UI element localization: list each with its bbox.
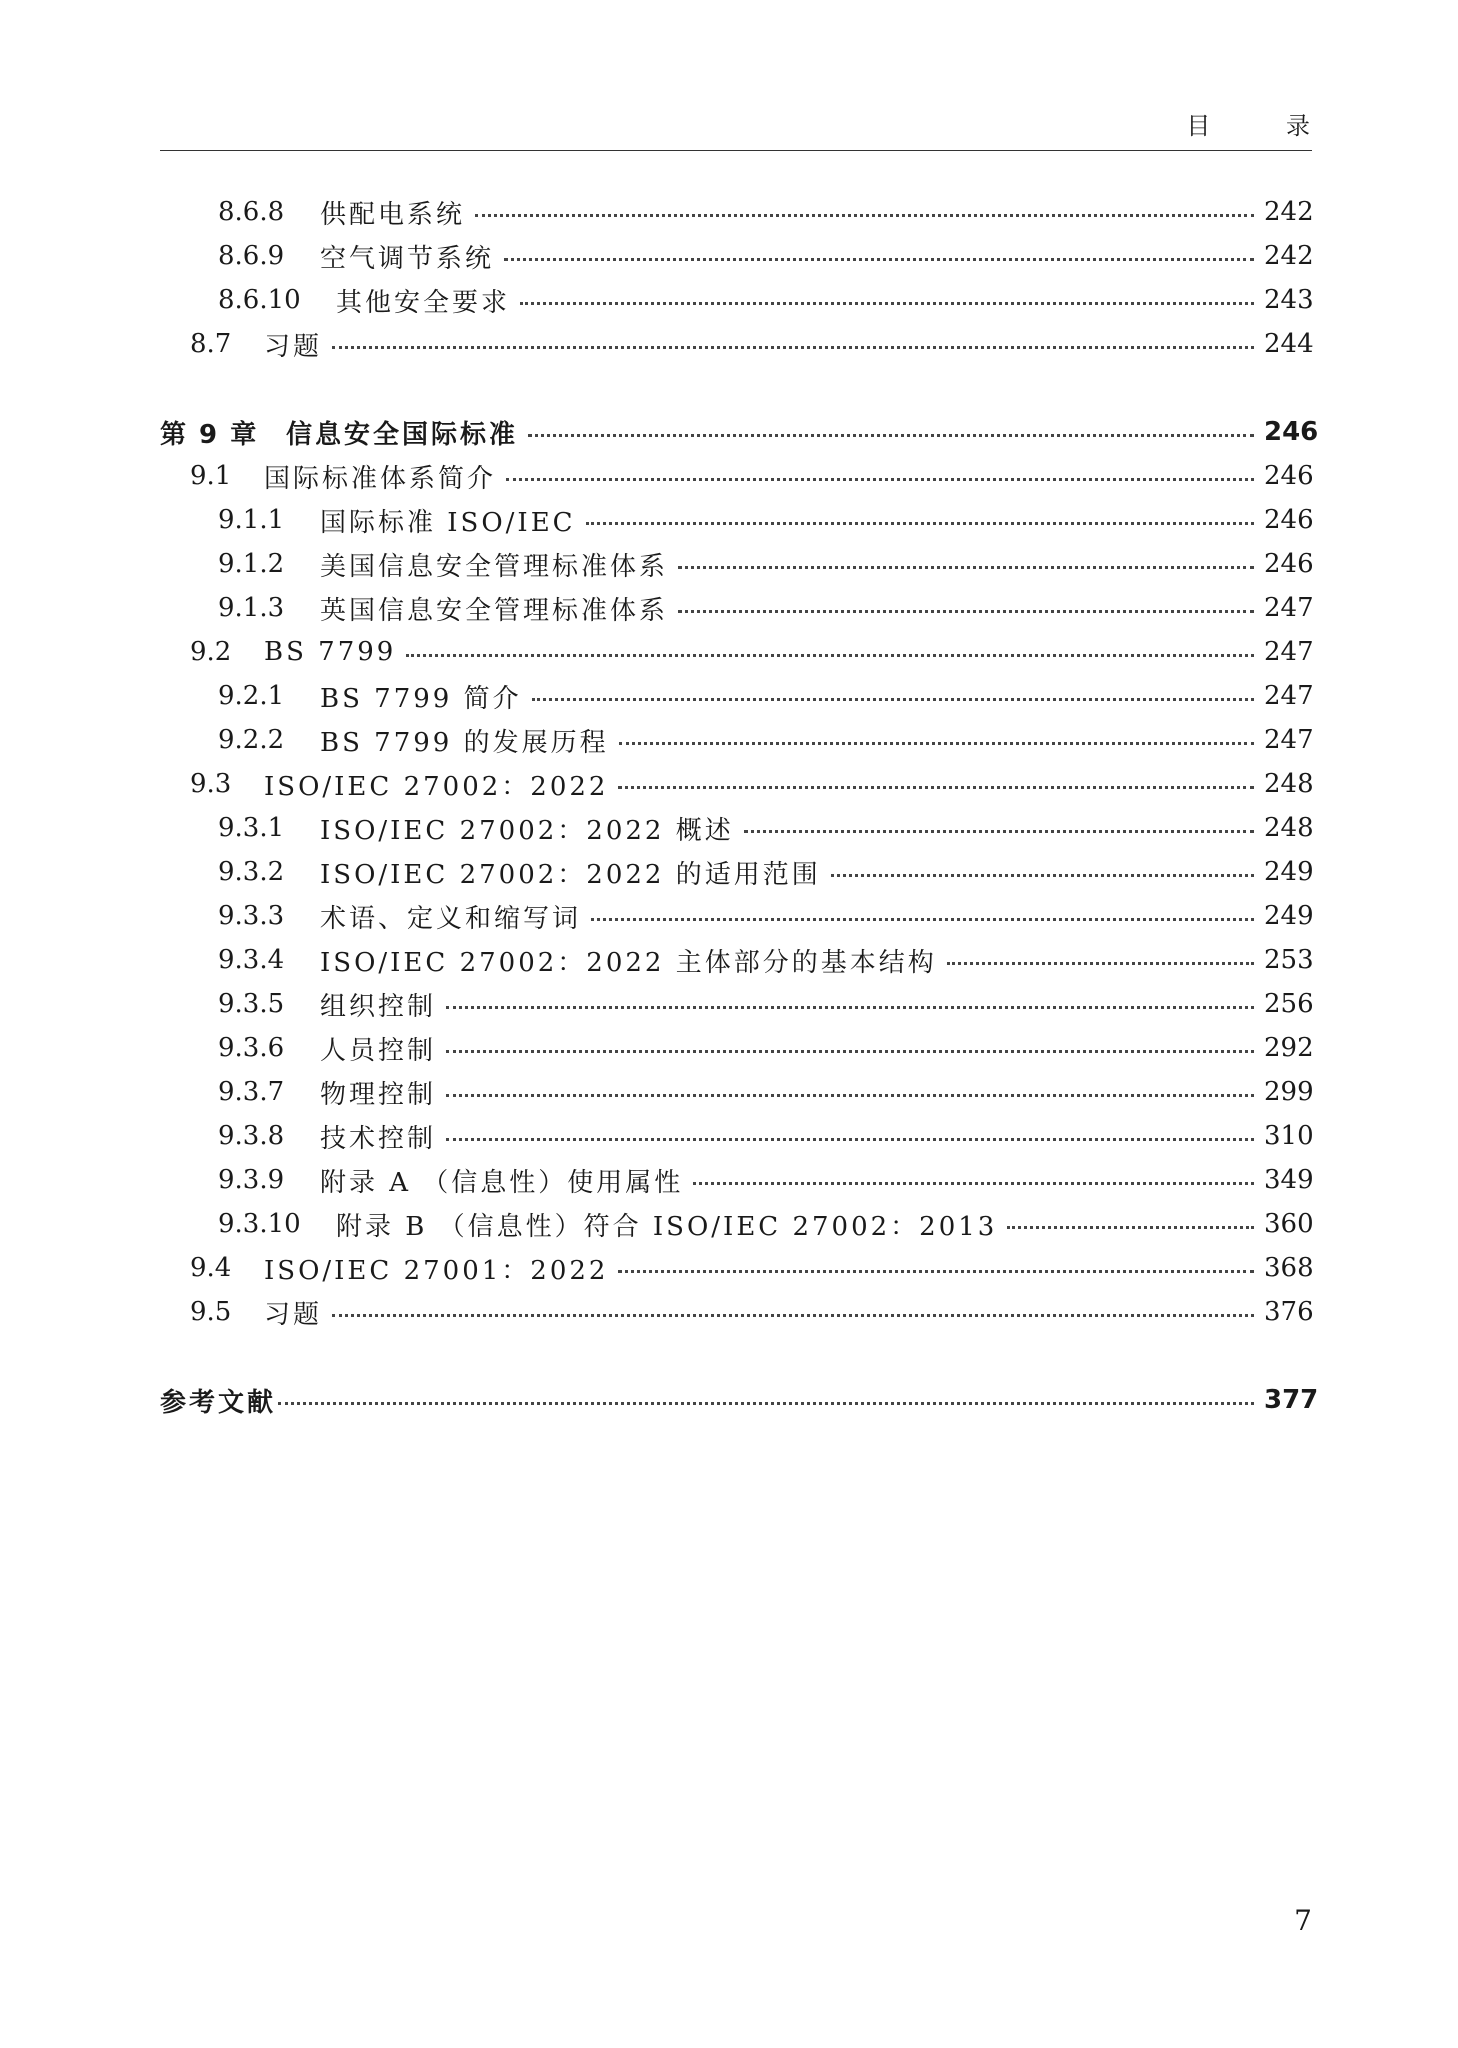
toc-entry-number: 9.2.1 [218,681,285,711]
toc-entry-9-5[interactable] [160,1290,1312,1334]
toc-entry-8-6-9[interactable] [160,234,1312,278]
toc-entry-label: 空气调节系统 [320,243,495,274]
toc-entry-number: 9.3.10 [218,1209,301,1239]
toc-entry-number: 9.2 [190,637,232,667]
toc-entry-label: 美国信息安全管理标准体系 [320,551,669,582]
toc-entry-label: 组织控制 [320,991,437,1022]
toc-entry-9-2-2[interactable] [160,718,1312,762]
toc-entry-number: 8.6.9 [218,241,285,271]
toc-entry-page: 244 [1264,329,1314,359]
toc-entry-page: 299 [1264,1077,1314,1107]
toc-entry-label: ISO/IEC 27002：2022 [264,771,609,802]
toc-entry-number: 9.3.2 [218,857,285,887]
toc-entry-label: 习题 [264,1299,323,1330]
dot-leader [591,918,1254,921]
toc-entry-8-6-10[interactable] [160,278,1312,322]
toc-entry-label: 国际标准体系简介 [264,463,497,494]
toc-entry-page: 243 [1264,285,1314,315]
toc-entry-number: 9.1.2 [218,549,285,579]
toc-entry-9-1-2[interactable] [160,542,1312,586]
dot-leader [520,302,1254,305]
dot-leader [678,566,1254,569]
toc-entry-label: BS 7799 简介 [320,683,522,714]
toc-entry-label: 供配电系统 [320,199,466,230]
toc-entry-page: 242 [1264,241,1314,271]
toc-entry-page: 248 [1264,769,1314,799]
dot-leader [831,874,1254,877]
toc-entry-label: 人员控制 [320,1035,437,1066]
toc-entry-label: ISO/IEC 27001：2022 [264,1255,609,1286]
toc-entry-label: 附录 B （信息性）符合 ISO/IEC 27002：2013 [336,1211,998,1242]
toc-entry-label: 其他安全要求 [336,287,511,318]
toc-entry-number: 9.3.5 [218,989,285,1019]
header-title: 目 录 [1186,112,1344,140]
toc-chapter-9[interactable] [160,410,1319,454]
toc-entry-9-3-1[interactable] [160,806,1312,850]
toc-entry-9-3-7[interactable] [160,1070,1312,1114]
toc-entry-number: 9.1 [190,461,232,491]
toc-entry-page: 248 [1264,813,1314,843]
toc-entry-number: 9.5 [190,1297,232,1327]
references-title: 参考文献 [160,1387,277,1418]
toc-entry-page: 246 [1264,549,1314,579]
toc-entry-page: 292 [1264,1033,1314,1063]
dot-leader [618,1270,1254,1273]
toc-entry-9-1-1[interactable] [160,498,1312,542]
toc-entry-page: 246 [1264,417,1319,447]
toc-entry-page: 249 [1264,901,1314,931]
toc-entry-page: 368 [1264,1253,1314,1283]
toc-entry-number: 9.3.9 [218,1165,285,1195]
toc-entry-number: 9.3.1 [218,813,285,843]
toc-entry-page: 246 [1264,461,1314,491]
toc-entry-8-7[interactable] [160,322,1312,366]
toc-entry-label: ISO/IEC 27002：2022 概述 [320,815,734,846]
toc-entry-label: 英国信息安全管理标准体系 [320,595,669,626]
dot-leader [586,522,1254,525]
toc-entry-number: 9.3.6 [218,1033,285,1063]
dot-leader [406,654,1254,657]
dot-leader [678,610,1254,613]
toc-entry-page: 242 [1264,197,1314,227]
toc-entry-9-3-4[interactable] [160,938,1312,982]
toc-entry-label: BS 7799 [264,637,397,667]
toc-entry-number: 9.1.1 [218,505,285,535]
toc-entry-9-3-2[interactable] [160,850,1312,894]
toc-entry-9-3-8[interactable] [160,1114,1312,1158]
toc-entry-9-3-10[interactable] [160,1202,1312,1246]
chapter-title: 信息安全国际标准 [286,419,519,450]
toc-entry-label: BS 7799 的发展历程 [320,727,609,758]
dot-leader [332,346,1254,349]
toc-entry-number: 9.1.3 [218,593,285,623]
toc-entry-page: 310 [1264,1121,1314,1151]
toc-entry-9-3-3[interactable] [160,894,1312,938]
toc-entry-9-3-6[interactable] [160,1026,1312,1070]
dot-leader [446,1006,1254,1009]
toc-entry-number: 9.4 [190,1253,232,1283]
toc-entry-number: 9.3.3 [218,901,285,931]
dot-leader [332,1314,1254,1317]
toc-entry-label: ISO/IEC 27002：2022 主体部分的基本结构 [320,947,937,978]
toc-entry-number: 9.3.4 [218,945,285,975]
toc-entry-page: 377 [1264,1385,1319,1415]
dot-leader [1007,1226,1254,1229]
toc-entry-page: 247 [1264,637,1314,667]
toc-entry-page: 246 [1264,505,1314,535]
toc-entry-9-1[interactable] [160,454,1312,498]
toc-entry-page: 349 [1264,1165,1314,1195]
toc-entry-number: 8.6.8 [218,197,285,227]
toc-entry-number: 9.3.7 [218,1077,285,1107]
toc-entry-label: 国际标准 ISO/IEC [320,507,576,538]
dot-leader [278,1402,1254,1405]
dot-leader [504,258,1254,261]
dot-leader [528,434,1254,437]
toc-entry-9-1-3[interactable] [160,586,1312,630]
dot-leader [446,1050,1254,1053]
dot-leader [744,830,1254,833]
toc-entry-9-2[interactable] [160,630,1312,674]
toc-entry-label: 物理控制 [320,1079,437,1110]
toc-entry-page: 249 [1264,857,1314,887]
toc-entry-9-4[interactable] [160,1246,1312,1290]
running-header [160,100,1344,151]
page-number: 7 [1294,1904,1312,1937]
dot-leader [618,786,1254,789]
toc-entry-page: 360 [1264,1209,1314,1239]
toc-entry-9-2-1[interactable] [160,674,1312,718]
dot-leader [506,478,1254,481]
toc-entry-page: 256 [1264,989,1314,1019]
toc-entry-label: 附录 A （信息性）使用属性 [320,1167,684,1198]
dot-leader [693,1182,1254,1185]
toc-entry-label: 习题 [264,331,323,362]
toc-entry-9-3-9[interactable] [160,1158,1312,1202]
toc-entry-page: 247 [1264,593,1314,623]
dot-leader [619,742,1254,745]
toc-entry-number: 8.7 [190,329,232,359]
toc-entry-number: 9.3.8 [218,1121,285,1151]
dot-leader [532,698,1254,701]
toc-entry-page: 247 [1264,681,1314,711]
dot-leader [446,1094,1254,1097]
toc-entry-label: ISO/IEC 27002：2022 的适用范围 [320,859,821,890]
toc-entry-9-3[interactable] [160,762,1312,806]
chapter-number: 第 9 章 [160,419,259,450]
toc-entry-label: 术语、定义和缩写词 [320,903,582,934]
toc-entry-references[interactable] [160,1378,1319,1422]
toc-entry-page: 376 [1264,1297,1314,1327]
dot-leader [475,214,1254,217]
toc-entry-number: 8.6.10 [218,285,301,315]
toc-entry-number: 9.3 [190,769,232,799]
toc-entry-page: 247 [1264,725,1314,755]
dot-leader [446,1138,1254,1141]
toc-entry-number: 9.2.2 [218,725,285,755]
toc-entry-page: 253 [1264,945,1314,975]
dot-leader [947,962,1254,965]
toc-entry-label: 技术控制 [320,1123,437,1154]
toc-entry-9-3-5[interactable] [160,982,1312,1026]
toc-entry-8-6-8[interactable] [160,190,1312,234]
